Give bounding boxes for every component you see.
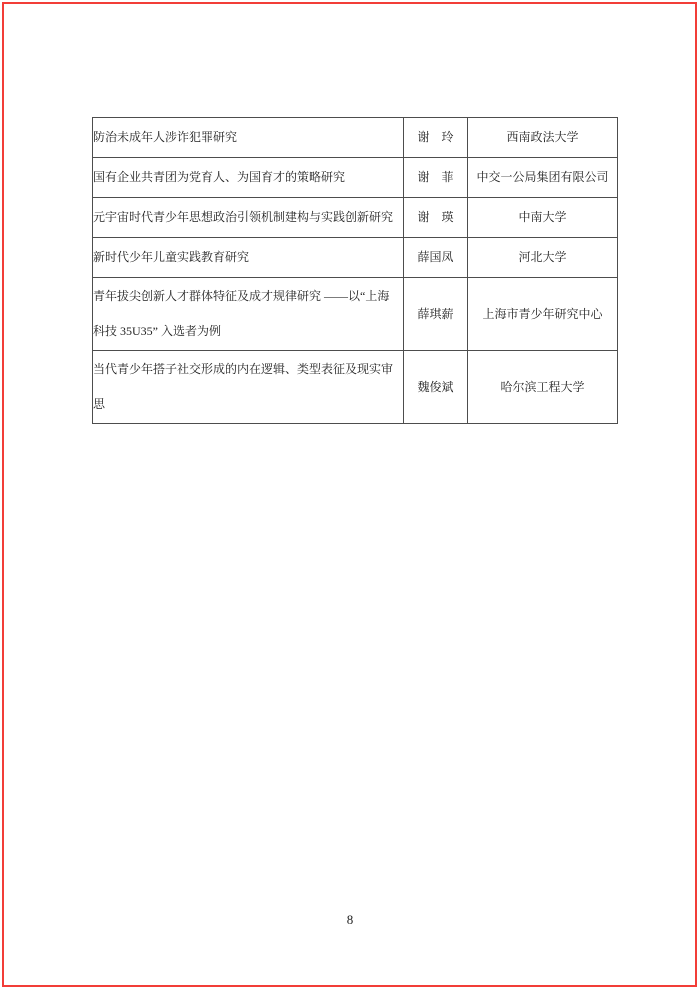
- institution-cell: 上海市青少年研究中心: [468, 278, 618, 351]
- table-row: [93, 278, 618, 351]
- projects-table: [92, 117, 618, 424]
- institution-cell: 中南大学: [468, 198, 618, 238]
- table-row: [93, 238, 618, 278]
- project-title-line: 新时代少年儿童实践教育研究: [93, 250, 250, 264]
- applicant-name-cell: 谢 玲: [404, 118, 468, 158]
- table-row: [93, 158, 618, 198]
- project-title-line: 防治未成年人涉诈犯罪研究: [93, 130, 238, 144]
- project-title-line: 思: [93, 397, 106, 411]
- table-row: [93, 351, 618, 424]
- project-title-cell: [93, 351, 404, 424]
- table-row: [93, 198, 618, 238]
- institution-cell: 哈尔滨工程大学: [468, 351, 618, 424]
- applicant-name-cell: 魏俊斌: [404, 351, 468, 424]
- institution-cell: 河北大学: [468, 238, 618, 278]
- table-row: [93, 118, 618, 158]
- applicant-name-cell: 薛国凤: [404, 238, 468, 278]
- project-title-cell: [93, 278, 404, 351]
- applicant-name-cell: 谢 菲: [404, 158, 468, 198]
- applicant-name-cell: 薛琪薪: [404, 278, 468, 351]
- applicant-name-cell: 谢 瑛: [404, 198, 468, 238]
- institution-cell: 中交一公局集团有限公司: [468, 158, 618, 198]
- project-title-line: 国有企业共青团为党育人、为国育才的策略研究: [93, 170, 346, 184]
- project-title-cell: [93, 238, 404, 278]
- project-title-line: 科技 35U35” 入选者为例: [93, 324, 221, 338]
- project-title-cell: [93, 118, 404, 158]
- page-number: 8: [346, 912, 354, 927]
- project-title-cell: [93, 198, 404, 238]
- project-title-line: 元宇宙时代青少年思想政治引领机制建构与实践创新研究: [93, 210, 394, 224]
- project-title-cell: [93, 158, 404, 198]
- project-title-line: 当代青少年搭子社交形成的内在逻辑、类型表征及现实审: [93, 362, 394, 376]
- project-title-line: 青年拔尖创新人才群体特征及成才规律研究 ——以“上海: [93, 289, 390, 303]
- institution-cell: 西南政法大学: [468, 118, 618, 158]
- projects-table-body: [93, 118, 618, 424]
